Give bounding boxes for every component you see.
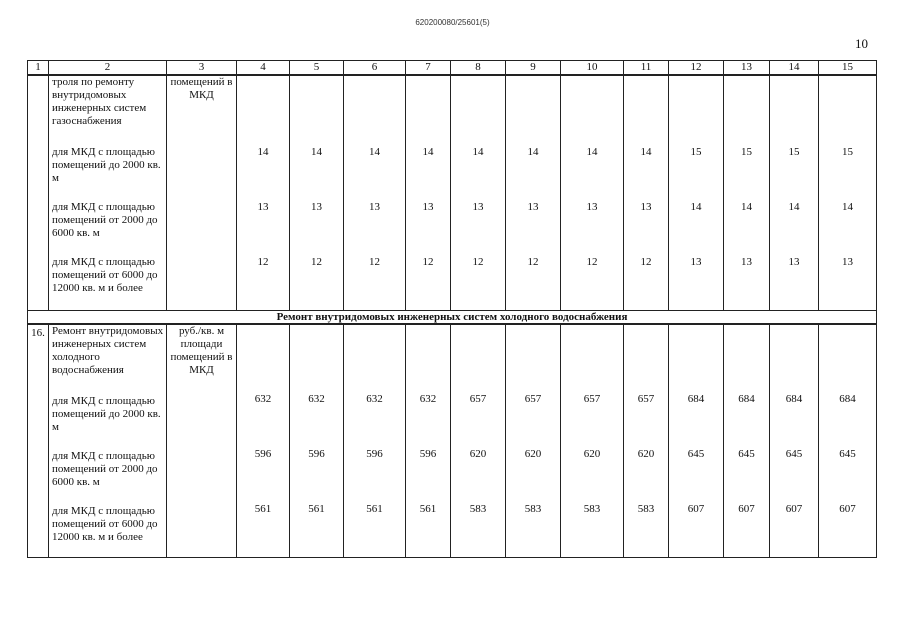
table-cell: 14 [369,146,380,158]
table-row [28,75,877,310]
values-col-6 [344,324,406,558]
row-number: 16. [28,324,49,558]
table-cell: 645 [738,447,755,460]
row-label: для МКД с площадью помещений от 6000 до 12000 кв. м и более [52,504,158,543]
table-cell: 12 [369,256,380,268]
table-cell: 12 [311,256,322,268]
values-col-10 [561,75,624,310]
table-cell: 14 [311,146,322,158]
values-col-5 [290,75,344,310]
values-col-9 [506,75,561,310]
table-cell: 13 [422,201,434,213]
table-cell: 14 [741,201,752,213]
table-cell: 620 [524,447,542,460]
service-description [49,324,167,558]
section-heading-row [28,310,877,324]
row-label: для МКД с площадью помещений от 6000 до 12000 кв. м и более [52,256,158,294]
table-cell: 15 [788,146,800,158]
table-cell: 657 [583,392,601,405]
values-col-15 [819,324,877,558]
values-col-11 [624,324,669,558]
col-header: 10 [561,61,624,76]
table-cell: 620 [583,447,601,460]
table-cell: 645 [785,447,803,460]
table-cell: 657 [637,392,655,405]
values-col-4 [237,324,290,558]
document-id: 620200080/25601(5) [415,18,490,27]
col-header: 11 [624,61,669,76]
values-col-12 [669,324,724,558]
table-cell: 13 [586,201,598,213]
col-header: 13 [724,61,770,76]
table-cell: 13 [741,256,752,268]
table-cell: 14 [527,146,539,158]
values-col-13 [724,324,770,558]
table-cell: 13 [257,201,269,213]
page-number: 10 [855,36,868,51]
table-cell: 13 [690,256,702,268]
values-col-7 [406,324,451,558]
table-cell: 12 [257,256,269,268]
col-header: 7 [406,61,451,76]
table-cell: 632 [419,392,437,405]
row-number [28,75,49,310]
values-col-13 [724,75,770,310]
table-cell: 645 [839,447,856,460]
table-cell: 632 [254,392,272,405]
col-header: 1 [28,61,49,76]
col-header: 12 [669,61,724,76]
values-col-11 [624,75,669,310]
table-cell: 13 [788,256,800,268]
table-cell: 14 [690,201,702,213]
table-cell: 583 [469,502,487,515]
values-col-12 [669,75,724,310]
section-heading: Ремонт внутридомовых инженерных систем холодного водоснабжения [28,310,877,324]
row-label: для МКД с площадью помещений от 2000 до 6000 кв. м [52,201,158,239]
table-cell: 583 [583,502,601,515]
table-cell: 14 [640,146,652,158]
table-cell: 657 [469,392,487,405]
table-cell: 561 [419,502,437,515]
table-cell: 607 [687,502,705,515]
table-cell: 632 [308,392,325,405]
values-col-5 [290,324,344,558]
table-cell: 645 [687,447,705,460]
row-label: для МКД с площадью помещений до 2000 кв. м [52,146,161,184]
unit-cell: руб./кв. м площади помещений в МКД [167,324,237,558]
table-cell: 607 [785,502,803,515]
table-cell: 15 [741,146,752,158]
table-cell: 596 [308,447,325,460]
values-col-10 [561,324,624,558]
col-header: 3 [167,61,237,76]
col-header: 8 [451,61,506,76]
table-cell: 583 [524,502,542,515]
table-cell: 684 [687,392,705,405]
table-cell: 596 [366,447,383,460]
table-cell: 12 [527,256,539,268]
row-label: для МКД с площадью помещений до 2000 кв. м [52,394,161,433]
table-cell: 684 [785,392,803,405]
col-header: 6 [344,61,406,76]
table-cell: 561 [366,502,383,515]
table-cell: 13 [842,256,853,268]
values-col-8 [451,324,506,558]
table-cell: 632 [366,392,383,405]
table-row [28,324,877,558]
col-header: 14 [770,61,819,76]
col-header: 4 [237,61,290,76]
table-cell: 13 [311,201,322,213]
values-col-8 [451,75,506,310]
values-col-14 [770,324,819,558]
service-title: троля по ремонту внутридомовых инженерных систем газоснабжения [52,76,147,127]
col-header: 9 [506,61,561,76]
table-cell: 15 [842,146,853,158]
table-cell: 12 [586,256,598,268]
column-number-row [28,61,877,76]
table-cell: 15 [690,146,702,158]
row-label: для МКД с площадью помещений от 2000 до 6000 кв. м [52,449,158,488]
table-cell: 684 [738,392,755,405]
table-cell: 13 [640,201,652,213]
unit-cell: помещений в МКД [167,75,237,310]
service-title: Ремонт внутридомовых инженерных систем холодного водоснабжения [52,324,164,376]
table-cell: 657 [524,392,542,405]
table-cell: 620 [469,447,487,460]
table-cell: 14 [472,146,484,158]
table-cell: 583 [637,502,655,515]
table-cell: 14 [586,146,598,158]
table-cell: 596 [254,447,272,460]
tariff-table [27,60,877,558]
col-header: 2 [49,61,167,76]
values-col-6 [344,75,406,310]
table-cell: 561 [308,502,325,515]
table-cell: 607 [738,502,755,515]
table-cell: 13 [527,201,539,213]
table-cell: 12 [422,256,434,268]
values-col-7 [406,75,451,310]
table-cell: 607 [839,502,856,515]
values-col-15 [819,75,877,310]
values-col-4 [237,75,290,310]
values-col-14 [770,75,819,310]
table-cell: 620 [637,447,655,460]
table-cell: 14 [788,201,800,213]
table-cell: 14 [842,201,853,213]
col-header: 5 [290,61,344,76]
table-cell: 684 [839,392,856,405]
service-description [49,75,167,310]
table-cell: 13 [369,201,380,213]
table-cell: 561 [254,502,272,515]
col-header: 15 [819,61,877,76]
table-cell: 12 [472,256,484,268]
table-cell: 14 [257,146,269,158]
table-cell: 12 [640,256,652,268]
values-col-9 [506,324,561,558]
table-cell: 596 [419,447,437,460]
table-cell: 13 [472,201,484,213]
table-cell: 14 [422,146,434,158]
